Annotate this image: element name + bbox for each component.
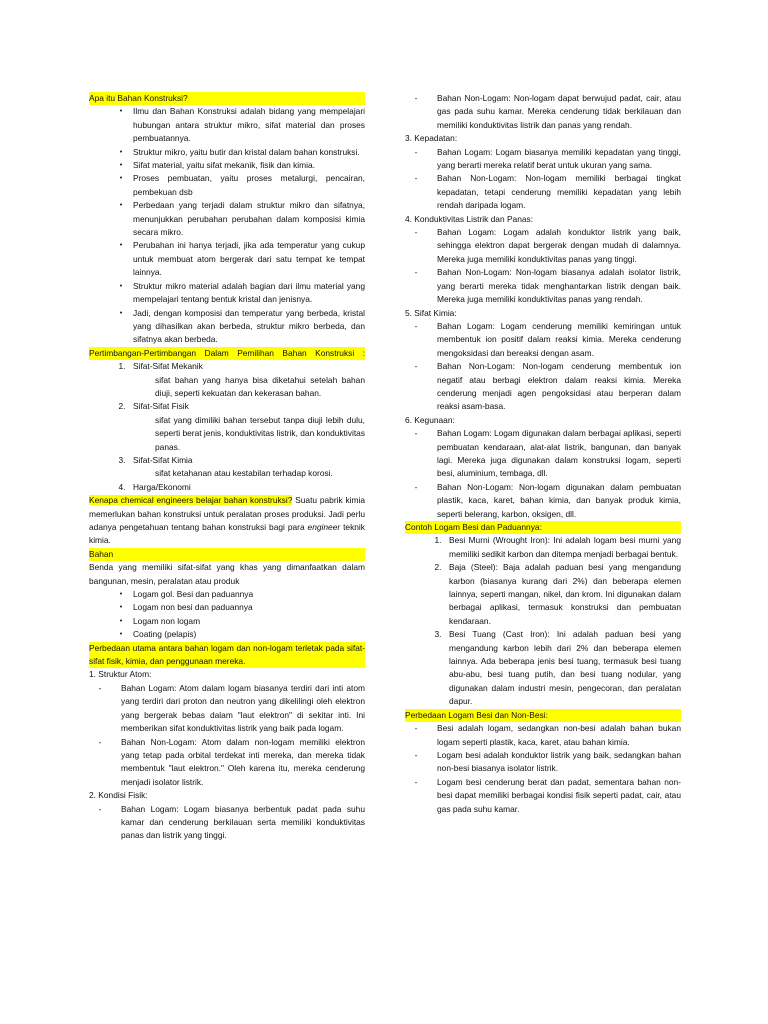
list-item: • Perubahan ini hanya terjadi, jika ada temperatur yang cukup untuk membuat atom bergerak dari satu tempat ke tempat lainnya. [89,239,365,279]
dash-icon: - [414,146,418,157]
bullet-icon: • [119,591,123,599]
list-item: • Struktur mikro, yaitu butir dan kristal dalam bahan konstruksi. [89,146,365,159]
list-item: - Bahan Logam: Logam adalah konduktor listrik yang baik, sehingga elektron dapat bergerak dengan mudah di dalamnya. Mereka juga memiliki konduktivitas panas yang tinggi. [405,226,681,266]
list-item: • Ilmu dan Bahan Konstruksi adalah bidang yang mempelajari hubungan antara struktur mikro, sifat material dan proses pembuatannya. [89,105,365,145]
list-item: • Logam non logam [89,615,365,628]
dash-icon: - [414,320,418,331]
list-item: - Bahan Non-Logam: Non-logam biasanya adalah isolator listrik, yang berarti mereka tidak menghantarkan listrik dengan baik. Mereka juga memiliki konduktivitas panas yang rendah. [405,266,681,306]
list-item: 3. Sifat-Sifat Kimia [118,454,193,465]
list-item: • Struktur mikro material adalah bagian dari ilmu material yang mempelajari tentang bentuk kristal dan jenisnya. [89,280,365,307]
heading-pertimbangan: Pertimbangan-Pertimbangan Dalam Pemilihan Bahan Konstruksi : [89,347,365,360]
section-title: 5. Sifat Kimia: [405,307,457,318]
bullet-icon: • [119,309,123,317]
list-item: 2. Baja (Steel): Baja adalah paduan besi yang mengandung karbon (biasanya kurang dari 2%) dan beberapa elemen lainnya, seperti mangan, nikel, dan krom. Ini digunakan dalam berbagai aplikasi, termasuk konstruksi dan pembuatan kendaraan. [434,562,681,626]
dash-icon: - [414,267,418,278]
list-item-desc: sifat bahan yang hanya bisa diketahui setelah bahan diuji, seperti kekuatan dan kekerasan bahan. [155,374,365,398]
list-item: 1. Besi Murni (Wrought Iron): Ini adalah logam besi murni yang memiliki sedikit karbon dan ditempa menjadi berbagai bentuk. [434,535,681,559]
dash-icon: - [98,736,102,747]
list-item: - Bahan Logam: Atom dalam logam biasanya terdiri dari inti atom yang terdiri dari proton dan neutron yang dikelilingi oleh elektron yang bergerak bebas dalam "laut elektron" di sekitar inti. Ini memberikan sifat konduktivitas listrik yang baik pada logam. [89,682,365,736]
section-title: 1. Struktur Atom: [89,669,152,680]
heading-apa-itu: Apa itu Bahan Konstruksi? [89,92,365,105]
bullet-icon: • [119,162,123,170]
list-item: 3. Besi Tuang (Cast Iron): Ini adalah paduan besi yang mengandung karbon lebih dari 2% dan beberapa elemen lainnya. Ada beberapa jenis besi tuang, termasuk besi tuang abu-abu, besi tuang putih, dan besi tuang nodular, yang digunakan dalam industri mesin, pengecoran, dan peralatan dapur. [434,629,681,707]
bullet-icon: • [119,631,123,639]
dash-icon: - [414,481,418,492]
dash-icon: - [414,361,418,372]
dash-icon: - [414,776,418,787]
dash-icon: - [414,227,418,238]
section-title: 4. Konduktivitas Listrik dan Panas: [405,213,534,224]
list-item: - Logam besi adalah konduktor listrik yang baik, sedangkan bahan non-besi biasanya isolator listrik. [405,749,681,776]
left-column [89,92,365,843]
heading-bahan: Bahan [89,548,365,561]
list-item: 4. Harga/Ekonomi [118,481,191,492]
list-item: - Logam besi cenderung berat dan padat, sementara bahan non-besi dapat memiliki berbagai kondisi fisik seperti padat, cair, atau gas pada suhu kamar. [405,776,681,816]
dash-icon: - [98,803,102,814]
q1-list [89,105,365,346]
list-item: • Logam gol. Besi dan paduannya [89,588,365,601]
list-item: - Bahan Non-Logam: Non-logam dapat berwujud padat, cair, atau gas pada suhu kamar. Mereka cenderung tidak berkilauan dan memiliki konduktivitas listrik dan panas yang rendah. [405,92,681,132]
dash-icon: - [414,173,418,184]
heading-kenapa: Kenapa chemical engineers belajar bahan konstruksi? [89,495,293,506]
list-item: - Bahan Logam: Logam biasanya memiliki kepadatan yang tinggi, yang berarti mereka relatif berat untuk ukuran yang sama. [405,146,681,173]
list-item: - Bahan Non-Logam: Atom dalam non-logam memiliki elektron yang tetap pada orbital terdekat inti mereka, dan mereka tidak membentuk "laut elektron." Oleh karena itu, mereka cenderung menjadi isolator listrik. [89,736,365,790]
list-item: • Sifat material, yaitu sifat mekanik, fisik dan kimia. [89,159,365,172]
q2-list [89,360,365,494]
dash-icon: - [414,428,418,439]
list-item: - Bahan Logam: Logam digunakan dalam berbagai aplikasi, seperti pembuatan kendaraan, alat-alat listrik, bangunan, dan banyak lagi. Mereka juga digunakan dalam konstruksi logam, seperti besi, aluminium, tembaga, dll. [405,427,681,481]
list-item: - Bahan Non-Logam: Non-logam digunakan dalam pembuatan plastik, kaca, karet, bahan kimia, dan banyak produk kimia, seperti belerang, karbon, oksigen, dll. [405,481,681,521]
heading-perbedaan-utama: Perbedaan utama antara bahan logam dan non-logam terletak pada sifat-sifat fisik, kimia, dan penggunaan mereka. [89,642,365,669]
list-item: - Bahan Logam: Logam biasanya berbentuk padat pada suhu kamar dan cenderung berkilauan serta memiliki konduktivitas panas dan listrik yang tinggi. [89,803,365,843]
list-item: - Bahan Non-Logam: Non-logam cenderung membentuk ion negatif atau berbagi elektron dalam reaksi kimia. Mereka cenderung menjadi agen pengoksidasi atau berperan dalam reaksi asam-basa. [405,360,681,414]
list-item: - Bahan Non-Logam: Non-logam memiliki berbagai tingkat kepadatan, tetapi cenderung memiliki kepadatan yang lebih rendah daripada logam. [405,172,681,212]
bullet-icon: • [119,202,123,210]
bullet-icon: • [119,282,123,290]
bahan-list [89,588,365,642]
right-column [405,92,681,816]
list-item: - Bahan Logam: Logam cenderung memiliki kemiringan untuk membentuk ion positif dalam reaksi kimia. Mereka cenderung mengoksidasi dan bereaksi dengan asam. [405,320,681,360]
section-title: 2. Kondisi Fisik: [89,790,148,801]
list-item-desc: sifat yang dimiliki bahan tersebut tanpa diuji lebih dulu, seperti berat jenis, konduktivitas listrik, dan konduktivitas panas. [155,414,365,452]
bullet-icon: • [119,175,123,183]
list-item: 2. Sifat-Sifat Fisik [118,401,189,412]
list-item: 1. Sifat-Sifat Mekanik [118,361,203,372]
bullet-icon: • [119,617,123,625]
paragraph-kenapa: Kenapa chemical engineers belajar bahan konstruksi? Suatu pabrik kimia memerlukan bahan konstruksi untuk peralatan proses produksi. Jadi perlu adanya pengetahuan tentang bahan konstruksi bagi para engineer teknik kimia. [89,495,365,546]
dash-icon: - [414,749,418,760]
dash-icon: - [414,93,418,103]
bullet-icon: • [119,242,123,250]
list-item: • Proses pembuatan, yaitu proses metalurgi, pencairan, pembekuan dsb [89,172,365,199]
section-title: 6. Kegunaan: [405,414,455,425]
section-title: 3. Kepadatan: [405,133,458,144]
heading-contoh-logam: Contoh Logam Besi dan Paduannya: [405,521,681,534]
bullet-icon: • [119,108,123,116]
list-item: • Perbedaan yang terjadi dalam struktur mikro dan sifatnya, menunjukkan perubahan perubahan dalam komposisi kimia secara mikro. [89,199,365,239]
list-item: • Coating (pelapis) [89,628,365,641]
bullet-icon: • [119,148,123,156]
bullet-icon: • [119,604,123,612]
list-item: - Besi adalah logam, sedangkan non-besi adalah bahan bukan logam seperti plastik, kaca, karet, atau bahan kimia. [405,722,681,749]
paragraph-bahan: Benda yang memiliki sifat-sifat yang khas yang dimanfaatkan dalam bangunan, mesin, peralatan atau produk [89,562,365,586]
heading-perbedaan-besi: Perbedaan Logam Besi dan Non-Besi: [405,709,681,722]
dash-icon: - [414,723,418,734]
list-item: • Logam non besi dan paduannya [89,601,365,614]
list-item-desc: sifat ketahanan atau kestabilan terhadap korosi. [155,468,333,479]
dash-icon: - [98,682,102,693]
list-item: • Jadi, dengan komposisi dan temperatur yang berbeda, kristal yang dihasilkan akan berbeda, struktur mikro berbeda, dan sifatnya akan berbeda. [89,307,365,347]
